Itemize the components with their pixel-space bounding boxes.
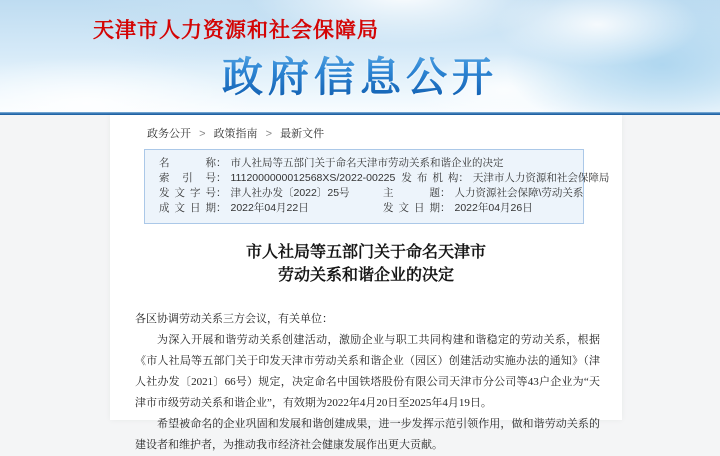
meta-label: 发文字号 — [159, 187, 216, 199]
site-banner — [0, 0, 720, 112]
meta-label: 成文日期 — [159, 202, 216, 214]
meta-row-name: 名称 ： 市人社局等五部门关于命名天津市劳动关系和谐企业的决定 — [159, 157, 504, 169]
document-title — [110, 241, 622, 287]
meta-value-index-number: 1112000000012568XS/2022-00225 — [230, 172, 396, 184]
meta-value-doc-number: 津人社办发〔2022〕25号 — [230, 187, 350, 199]
meta-row-index: 索引号 ： 1112000000012568XS/2022-00225 发布机构 ： 天津市人力资源和社会保障局 — [159, 172, 610, 184]
org-name: 天津市人力资源和社会保障局 — [93, 19, 379, 42]
meta-row-docnumber: 发文字号 ： 津人社办发〔2022〕25号 主题 ： 人力资源社会保障\劳动关系 — [159, 187, 584, 199]
breadcrumb-item-zhengwugongkai[interactable]: 政务公开 — [147, 128, 191, 140]
meta-value-publish-date: 2022年04月26日 — [454, 202, 533, 214]
body-paragraph: 为深入开展和谐劳动关系创建活动，激励企业与职工共同构建和谐稳定的劳动关系，根据《市人社局等五部门关于印发天津市劳动关系和谐企业（园区）创建活动实施办法的通知》（津人社办发〔2021〕66号）规定，决定命名中国铁塔股份有限公司天津市分公司等43户企业为“天津市市级劳动关系和谐企业”，有效期为2022年4月20日至2025年4月19日。 — [135, 334, 600, 409]
document-title-line1: 市人社局等五部门关于命名天津市 — [245, 244, 486, 261]
salutation-paragraph: 各区协调劳动关系三方会议，有关单位： — [135, 313, 333, 325]
meta-label: 主题 — [383, 187, 440, 199]
meta-row-dates: 成文日期 ： 2022年04月22日 发文日期 ： 2022年04月26日 — [159, 202, 533, 214]
meta-value-name: 市人社局等五部门关于命名天津市劳动关系和谐企业的决定 — [230, 157, 504, 169]
breadcrumb-item-zuixinwenjian[interactable]: 最新文件 — [280, 128, 325, 140]
breadcrumb-separator: > — [265, 128, 273, 140]
page-banner-title: 政府信息公开 — [0, 44, 720, 103]
meta-label: 名称 — [159, 157, 216, 169]
meta-value-issuing-org: 天津市人力资源和社会保障局 — [472, 172, 610, 184]
meta-label: 索引号 — [159, 172, 216, 184]
content-panel — [110, 115, 622, 451]
body-paragraph: 希望被命名的企业巩固和发展和谐创建成果，进一步发挥示范引领作用，做和谐劳动关系的建设者和维护者，为推动我市经济社会健康发展作出更大贡献。 — [135, 418, 600, 451]
document-meta-table — [144, 149, 610, 224]
meta-label: 发布机构 — [401, 172, 459, 184]
breadcrumb-separator: > — [199, 128, 206, 140]
breadcrumb-item-zhengcezhinan[interactable]: 政策指南 — [213, 128, 258, 140]
document-title-line2: 劳动关系和谐企业的决定 — [277, 267, 454, 284]
meta-value-written-date: 2022年04月22日 — [230, 202, 309, 214]
meta-value-subject: 人力资源社会保障\劳动关系 — [454, 187, 584, 199]
document-body — [135, 309, 600, 456]
breadcrumb — [147, 125, 622, 141]
meta-label: 发文日期 — [383, 202, 440, 214]
